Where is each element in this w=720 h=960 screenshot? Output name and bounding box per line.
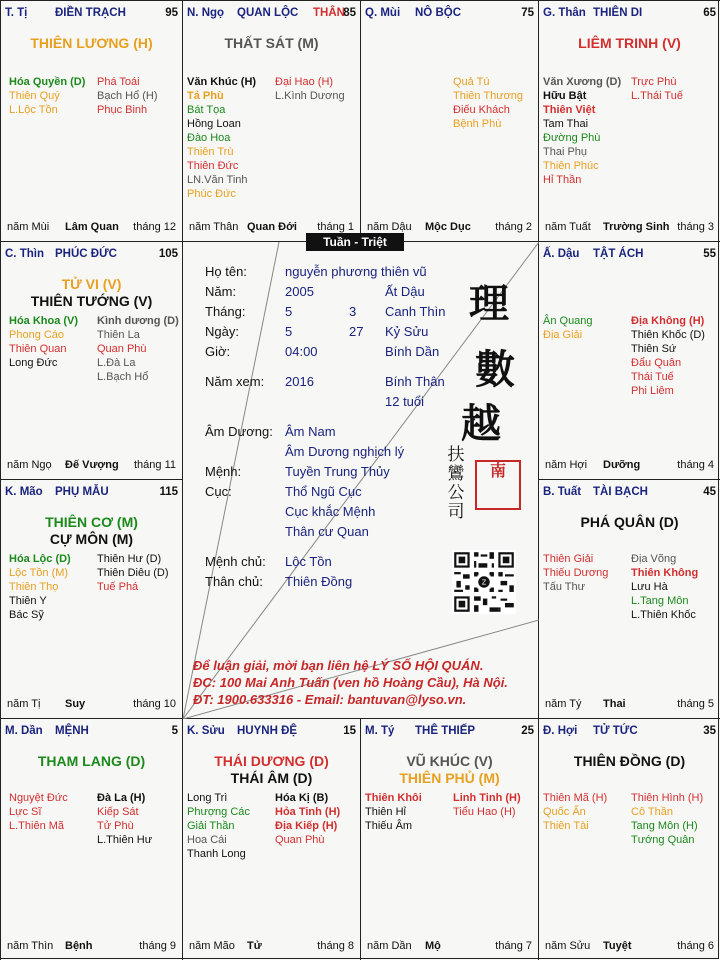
palace-dai-han-number: 85 — [343, 7, 356, 19]
gio-can-chi: Bính Dần — [385, 344, 440, 359]
palace-year: năm Thìn — [7, 940, 54, 952]
minor-star: Phi Liêm — [631, 385, 674, 397]
minor-star: Bệnh Phù — [453, 118, 502, 130]
minor-star: Linh Tinh (H) — [453, 792, 521, 804]
palace-header — [187, 7, 356, 23]
minor-stars-right — [631, 791, 703, 847]
gio-label: Giờ: — [205, 344, 231, 359]
minor-star: Phá Toái — [97, 76, 140, 88]
main-star: VŨ KHÚC (V) — [406, 753, 493, 769]
minor-star: Quốc Ấn — [543, 806, 586, 818]
minor-star: Quan Phù — [275, 834, 325, 846]
palace-phu-mau — [0, 479, 182, 718]
palace-branch: Đ. Hợi — [543, 725, 578, 737]
main-star: CỰ MÔN (M) — [49, 531, 134, 547]
palace-name: ĐIỀN TRẠCH — [55, 7, 126, 19]
minor-stars-left — [9, 552, 71, 622]
minor-star: Thiếu Âm — [365, 820, 413, 832]
minor-star: Thanh Long — [187, 848, 246, 860]
minor-star: Nguyệt Đức — [9, 792, 68, 804]
minor-star: Giải Thần — [187, 820, 235, 832]
palace-footer — [545, 459, 714, 473]
minor-star: Thiên Diêu (D) — [97, 567, 169, 579]
palace-dai-han-number: 45 — [703, 486, 716, 498]
am-duong-label: Âm Dương: — [205, 424, 273, 439]
minor-star: Thiên Hư (D) — [97, 553, 162, 565]
minor-stars-right — [453, 791, 521, 819]
palace-life-stage: Thai — [603, 698, 626, 710]
cuc-note: Cục khắc Mệnh — [285, 504, 376, 519]
minor-star: Thiên Tài — [543, 820, 589, 832]
palace-no-boc — [360, 0, 538, 241]
palace-branch: M. Tý — [365, 725, 395, 737]
minor-star: Thiên Khôi — [365, 792, 422, 804]
minor-star: Văn Xương (D) — [543, 76, 622, 88]
minor-star: Thiên Quý — [9, 90, 60, 102]
minor-star: Cô Thần — [631, 806, 673, 818]
minor-star: Phúc Đức — [187, 188, 236, 200]
than-chu-label: Thân chủ: — [205, 574, 263, 589]
svg-text:Z: Z — [481, 578, 487, 587]
tuan-triet-badge: Tuần - Triệt — [306, 233, 404, 251]
palace-month: tháng 10 — [133, 698, 176, 710]
palace-life-stage: Lâm Quan — [65, 221, 119, 233]
palace-dai-han-number: 15 — [343, 725, 356, 737]
palace-month: tháng 12 — [133, 221, 176, 233]
menh-label: Mệnh: — [205, 464, 242, 479]
minor-stars-left — [543, 791, 607, 833]
minor-star: Lộc Tồn (M) — [9, 567, 69, 579]
palace-month: tháng 6 — [677, 940, 714, 952]
minor-star: Hóa Kị (B) — [275, 792, 329, 804]
ho-ten-value: nguyễn phương thiên vũ — [285, 264, 427, 279]
palace-month: tháng 2 — [495, 221, 532, 233]
minor-star: Thai Phụ — [543, 146, 588, 158]
minor-stars-right — [631, 75, 683, 103]
palace-dai-han-number: 35 — [703, 725, 716, 737]
palace-month: tháng 8 — [317, 940, 354, 952]
palace-month: tháng 3 — [677, 221, 714, 233]
palace-footer — [7, 459, 176, 473]
palace-name: THIÊN DI — [593, 7, 643, 19]
minor-star: L.Bạch Hổ — [97, 371, 149, 383]
palace-header — [365, 7, 534, 23]
main-star: TỬ VI (V) — [61, 276, 122, 292]
am-duong-value: Âm Nam — [285, 424, 336, 439]
minor-star: Thiên Thọ — [9, 581, 59, 593]
main-star: THÁI ÂM (D) — [230, 770, 313, 786]
palace-quan-loc — [182, 0, 360, 241]
minor-star: Đường Phù — [543, 132, 601, 144]
palace-name: TẬT ÁCH — [593, 248, 644, 260]
main-stars — [1, 35, 182, 52]
minor-star: Tướng Quân — [631, 834, 695, 846]
minor-star: Hóa Lộc (D) — [9, 553, 71, 565]
minor-star: Thiên Thương — [453, 90, 524, 102]
palace-footer — [7, 698, 176, 712]
ngay-can-chi: Kỷ Sửu — [385, 324, 429, 339]
palace-dai-han-number: 5 — [171, 725, 178, 737]
small-char: 公 — [447, 483, 465, 503]
minor-star: Thiên Việt — [543, 104, 596, 116]
palace-header — [543, 248, 716, 264]
palace-branch: B. Tuất — [543, 486, 582, 498]
minor-stars-left — [365, 791, 422, 833]
minor-star: L.Thái Tuế — [631, 90, 683, 102]
palace-name: HUYNH ĐỆ — [237, 725, 298, 737]
palace-name: QUAN LỘC — [237, 7, 299, 19]
palace-month: tháng 1 — [317, 221, 354, 233]
main-star: THẤT SÁT (M) — [224, 35, 319, 51]
contact-line-1: Để luận giải, mời bạn liên hệ LÝ SỐ HỘI QUÁN. — [193, 658, 484, 673]
minor-star: Tả Phù — [187, 90, 224, 102]
minor-stars-left — [543, 75, 621, 187]
palace-huynh-de — [182, 718, 360, 960]
minor-star: Lực Sĩ — [9, 806, 42, 818]
minor-stars-right — [631, 314, 705, 398]
minor-star: L.Tang Môn — [631, 595, 689, 607]
minor-star: Phục Binh — [97, 104, 148, 116]
palace-year: năm Tị — [7, 698, 41, 710]
than-marker: THÂN — [313, 7, 345, 19]
palace-dai-han-number: 95 — [165, 7, 178, 19]
minor-star: Hồng Loan — [187, 118, 241, 130]
minor-star: L.Thiên Khốc — [631, 609, 696, 621]
center-info-panel — [182, 241, 538, 718]
minor-star: Địa Không (H) — [631, 315, 705, 327]
minor-star: Tấu Thư — [543, 581, 586, 593]
minor-stars-right — [97, 314, 179, 384]
palace-footer — [545, 940, 714, 954]
palace-life-stage: Mộ — [425, 940, 441, 952]
minor-stars-right — [275, 75, 345, 103]
small-char: 司 — [447, 502, 465, 522]
nam-label: Năm: — [205, 284, 237, 299]
ho-ten-label: Họ tên: — [205, 264, 247, 279]
minor-star: Đại Hao (H) — [275, 76, 334, 88]
minor-star: Kình dương (D) — [97, 315, 179, 327]
thang-label: Tháng: — [205, 304, 246, 319]
minor-stars-left — [9, 75, 85, 117]
menh-chu-value: Lộc Tồn — [285, 554, 332, 569]
menh-value: Tuyền Trung Thủy — [285, 464, 390, 479]
minor-star: Hữu Bật — [543, 90, 587, 102]
minor-star: Ân Quang — [543, 315, 593, 327]
minor-star: Tiểu Hao (H) — [453, 806, 516, 818]
minor-star: Phượng Các — [187, 806, 250, 818]
minor-star: Bát Tọa — [187, 104, 226, 116]
palace-header — [543, 7, 716, 23]
palace-dai-han-number: 65 — [703, 7, 716, 19]
main-star: THIÊN TƯỚNG (V) — [30, 293, 153, 309]
palace-year: năm Dậu — [367, 221, 412, 233]
nam-xem-value: 2016 — [285, 374, 314, 389]
small-char: 鸞 — [447, 464, 465, 484]
minor-star: Thiên Quan — [9, 343, 67, 355]
tuoi-value: 12 tuổi — [385, 394, 425, 409]
palace-footer — [367, 940, 532, 954]
gio-value: 04:00 — [285, 344, 318, 359]
minor-star: L.Đà La — [97, 357, 136, 369]
palace-name: NÔ BỘC — [415, 7, 461, 19]
palace-life-stage: Tuyệt — [603, 940, 632, 952]
minor-star: Hoa Cái — [187, 834, 227, 846]
main-star: THIÊN CƠ (M) — [45, 514, 138, 530]
palace-month: tháng 9 — [139, 940, 176, 952]
minor-star: Thiên Trù — [187, 146, 234, 158]
palace-footer — [189, 940, 354, 954]
palace-dai-han-number: 115 — [159, 486, 178, 498]
palace-header — [5, 486, 178, 502]
palace-name: PHÚC ĐỨC — [55, 248, 117, 260]
palace-branch: T. Tị — [5, 7, 28, 19]
palace-header — [543, 725, 716, 741]
minor-star: Địa Giải — [543, 329, 583, 341]
minor-star: Thiên Phúc — [543, 160, 599, 172]
main-star: PHÁ QUÂN (D) — [580, 514, 679, 530]
main-stars — [1, 753, 182, 770]
palace-month: tháng 5 — [677, 698, 714, 710]
palace-footer — [7, 221, 176, 235]
palace-thien-di — [538, 0, 720, 241]
minor-star: Thiên Không — [631, 567, 699, 579]
calligraphy-char-3: 越 — [461, 400, 501, 447]
minor-star: Thiên Hỉ — [365, 806, 406, 818]
palace-branch: M. Dần — [5, 725, 43, 737]
palace-year: năm Tý — [545, 698, 582, 710]
minor-stars-left — [187, 791, 250, 861]
contact-address: ĐC: 100 Mai Anh Tuấn (ven hồ Hoàng Cầu), Hà Nội. — [193, 675, 508, 690]
nam-value: 2005 — [285, 284, 314, 299]
minor-star: Bạch Hổ (H) — [97, 90, 158, 102]
palace-branch: N. Ngọ — [187, 7, 225, 19]
minor-star: Thiên Sứ — [631, 343, 677, 355]
minor-star: Kiếp Sát — [97, 806, 139, 818]
palace-name: MỆNH — [55, 725, 89, 737]
red-seal-stamp: 南 — [475, 460, 521, 510]
palace-year: năm Tuất — [545, 221, 591, 233]
minor-stars-right — [97, 75, 158, 117]
main-stars — [539, 35, 720, 52]
palace-the-thiep — [360, 718, 538, 960]
minor-star: Văn Khúc (H) — [187, 76, 257, 88]
qr-code[interactable] — [452, 550, 516, 614]
ngay-am-value: 27 — [349, 324, 364, 339]
minor-star: Long Trì — [187, 792, 228, 804]
main-stars — [539, 753, 720, 770]
minor-star: Thiên Hình (H) — [631, 792, 704, 804]
minor-star: Long Đức — [9, 357, 58, 369]
minor-star: Địa Võng — [631, 553, 677, 565]
minor-star: Thiên Đức — [187, 160, 239, 172]
cuc-value: Thổ Ngũ Cục — [285, 484, 362, 499]
thang-am-value: 3 — [349, 304, 357, 319]
palace-branch: Q. Mùi — [365, 7, 401, 19]
palace-name: TỬ TỨC — [593, 725, 638, 737]
palace-dai-han-number: 55 — [703, 248, 716, 260]
palace-header — [187, 725, 356, 741]
minor-star: Trực Phù — [631, 76, 677, 88]
minor-stars-left — [543, 552, 608, 594]
palace-name: THÊ THIẾP — [415, 725, 476, 737]
minor-star: Tử Phù — [97, 820, 134, 832]
main-star: THIÊN ĐỒNG (D) — [573, 753, 686, 769]
minor-star: Thái Tuế — [631, 371, 674, 383]
minor-star: L.Kình Dương — [275, 90, 345, 102]
minor-star: Quan Phù — [97, 343, 147, 355]
minor-star: Thiên Giải — [543, 553, 594, 565]
palace-life-stage: Bệnh — [65, 940, 93, 952]
palace-life-stage: Quan Đới — [247, 221, 297, 233]
minor-star: Lưu Hà — [631, 581, 668, 593]
minor-star: Thiếu Dương — [543, 567, 609, 579]
palace-life-stage: Mộc Dục — [425, 221, 471, 233]
palace-month: tháng 7 — [495, 940, 532, 952]
ngay-value: 5 — [285, 324, 293, 339]
minor-star: L.Lộc Tồn — [9, 104, 58, 116]
small-calligraphy-column — [447, 446, 465, 522]
palace-tat-ach — [538, 241, 720, 479]
palace-branch: K. Mão — [5, 486, 43, 498]
minor-star: Phong Cáo — [9, 329, 65, 341]
palace-branch: Ấ. Dậu — [543, 248, 580, 260]
palace-year: năm Dần — [367, 940, 412, 952]
palace-life-stage: Tử — [247, 940, 262, 952]
palace-header — [5, 7, 178, 23]
main-star: THAM LANG (D) — [37, 753, 146, 769]
main-stars — [539, 514, 720, 531]
main-stars — [361, 753, 538, 787]
main-stars — [183, 753, 360, 787]
palace-dai-han-number: 105 — [158, 248, 178, 260]
palace-menh — [0, 718, 182, 960]
palace-life-stage: Đế Vượng — [65, 459, 119, 471]
minor-star: Bác Sỹ — [9, 609, 44, 621]
palace-dai-han-number: 25 — [521, 725, 534, 737]
small-char: 扶 — [447, 445, 465, 465]
palace-footer — [7, 940, 176, 954]
nam-xem-can-chi: Bính Thân — [385, 374, 445, 389]
than-chu-value: Thiên Đồng — [285, 574, 353, 589]
main-star: THÁI DƯƠNG (D) — [214, 753, 329, 769]
main-stars — [183, 35, 360, 52]
thang-can-chi: Canh Thìn — [385, 304, 446, 319]
minor-star: Tam Thai — [543, 118, 589, 130]
calligraphy-char-2: 數 — [475, 346, 515, 393]
minor-star: L.Thiên Mã — [9, 820, 65, 832]
palace-branch: G. Thân — [543, 7, 586, 19]
minor-star: LN.Văn Tinh — [187, 174, 248, 186]
palace-year: năm Mùi — [7, 221, 50, 233]
minor-star: Đào Hoa — [187, 132, 231, 144]
palace-life-stage: Trường Sinh — [603, 221, 670, 233]
minor-stars-left — [9, 791, 68, 833]
minor-star: Thiên Mã (H) — [543, 792, 608, 804]
minor-star: L.Thiên Hư — [97, 834, 153, 846]
thang-value: 5 — [285, 304, 293, 319]
minor-stars-right — [97, 791, 152, 847]
palace-header — [365, 725, 534, 741]
than-cu-note: Thân cư Quan — [285, 524, 369, 539]
contact-phone-email[interactable]: ĐT: 1900.633316 - Email: bantuvan@lyso.vn. — [193, 692, 467, 707]
palace-tai-bach — [538, 479, 720, 718]
palace-year: năm Mão — [189, 940, 235, 952]
main-stars — [1, 276, 182, 310]
palace-header — [5, 248, 178, 264]
minor-star: Đẩu Quân — [631, 357, 682, 369]
minor-star: Hóa Quyền (D) — [9, 76, 86, 88]
minor-star: Quả Tú — [453, 76, 490, 88]
minor-star: Đà La (H) — [97, 792, 146, 804]
palace-year: năm Thân — [189, 221, 239, 233]
minor-stars-left — [9, 314, 78, 370]
nam-can-chi: Ất Dậu — [385, 284, 425, 299]
minor-star: Thiên La — [97, 329, 140, 341]
palace-year: năm Ngọ — [7, 459, 52, 471]
palace-life-stage: Dưỡng — [603, 459, 641, 471]
palace-name: PHỤ MẪU — [55, 486, 109, 498]
minor-star: Điếu Khách — [453, 104, 510, 116]
palace-month: tháng 4 — [677, 459, 714, 471]
minor-star: Thiên Y — [9, 595, 47, 607]
palace-branch: K. Sửu — [187, 725, 225, 737]
am-duong-note: Âm Dương nghịch lý — [285, 444, 405, 459]
palace-branch: C. Thìn — [5, 248, 44, 260]
minor-star: Địa Kiếp (H) — [275, 820, 338, 832]
minor-star: Tuế Phá — [97, 581, 139, 593]
cuc-label: Cục: — [205, 484, 232, 499]
calligraphy-char-1: 理 — [469, 280, 509, 327]
nam-xem-label: Năm xem: — [205, 374, 265, 389]
menh-chu-label: Mệnh chủ: — [205, 554, 266, 569]
main-star: THIÊN LƯƠNG (H) — [30, 35, 153, 51]
main-star: LIÊM TRINH (V) — [578, 35, 681, 51]
minor-stars-right — [97, 552, 169, 594]
minor-star: Tang Môn (H) — [631, 820, 698, 832]
main-stars — [1, 514, 182, 548]
minor-stars-right — [453, 75, 523, 131]
ngay-label: Ngày: — [205, 324, 239, 339]
minor-stars-left — [187, 75, 256, 201]
palace-header — [5, 725, 178, 741]
minor-stars-left — [543, 314, 593, 342]
palace-life-stage: Suy — [65, 698, 86, 710]
palace-tu-tuc — [538, 718, 720, 960]
minor-stars-right — [275, 791, 340, 847]
main-star: THIÊN PHỦ (M) — [399, 770, 500, 786]
palace-header — [543, 486, 716, 502]
palace-phuc-duc — [0, 241, 182, 479]
palace-dai-han-number: 75 — [521, 7, 534, 19]
palace-year: năm Hợi — [545, 459, 588, 471]
palace-year: năm Sửu — [545, 940, 591, 952]
minor-star: Hóa Khoa (V) — [9, 315, 79, 327]
palace-footer — [545, 698, 714, 712]
minor-star: Thiên Khốc (D) — [631, 329, 705, 341]
palace-name: TÀI BẠCH — [593, 486, 648, 498]
palace-dien-trach — [0, 0, 182, 241]
palace-footer — [545, 221, 714, 235]
minor-stars-right — [631, 552, 698, 622]
palace-month: tháng 11 — [133, 459, 176, 471]
minor-star: Hỏa Tinh (H) — [275, 806, 341, 818]
minor-star: Hỉ Thần — [543, 174, 582, 186]
